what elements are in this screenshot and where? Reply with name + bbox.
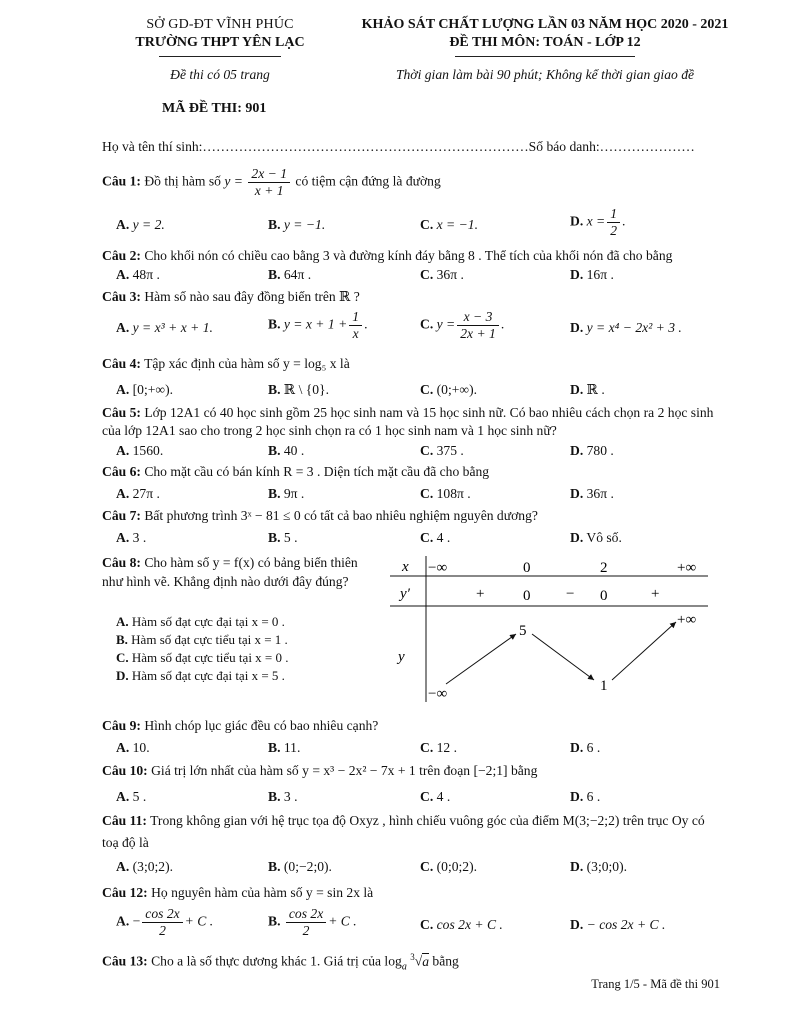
question-5 — [102, 404, 724, 440]
option-text: y = −1. — [283, 217, 326, 232]
question-4 — [102, 355, 724, 373]
option-key: B. — [116, 631, 128, 647]
fraction — [248, 166, 290, 198]
question-2 — [102, 247, 724, 265]
option-text: 4 . — [436, 789, 451, 804]
option-d — [570, 381, 605, 399]
option-d — [570, 485, 614, 503]
y-value-min: 1 — [600, 678, 608, 694]
fraction — [286, 906, 326, 938]
radicand: a — [422, 953, 429, 969]
question-text: Trong không gian với hệ trục tọa độ Oxyz , hình chiếu vuông góc của điểm M(3;−2;2) trên trục Oy có toạ độ là — [102, 813, 705, 850]
option-a — [116, 739, 150, 757]
option-key: C. — [420, 530, 434, 545]
variation-table — [390, 556, 712, 706]
option-a — [116, 613, 376, 631]
options-q11 — [102, 858, 724, 880]
option-c — [420, 266, 464, 284]
y-value-max: 5 — [519, 623, 527, 639]
fraction-denominator: x + 1 — [254, 182, 284, 198]
option-b — [116, 631, 376, 649]
options-q6 — [102, 485, 724, 507]
option-text: (0;+∞). — [436, 382, 478, 397]
option-key: D. — [570, 213, 584, 229]
options-q12 — [102, 906, 724, 938]
option-c — [420, 485, 471, 503]
option-a — [116, 381, 173, 399]
question-label: Câu 2: — [102, 248, 141, 263]
option-d — [570, 529, 622, 547]
fraction-numerator: cos 2x — [286, 906, 326, 923]
fraction-denominator: 2 — [302, 922, 310, 938]
option-b — [268, 739, 300, 757]
option-b — [268, 266, 311, 284]
option-key: C. — [420, 217, 434, 232]
option-key: B. — [268, 740, 281, 755]
option-text: [0;+∞). — [132, 382, 174, 397]
option-d — [570, 442, 614, 460]
option-key: C. — [420, 486, 434, 501]
option-b — [268, 529, 297, 547]
options-q5 — [102, 442, 724, 464]
option-key: D. — [570, 530, 584, 545]
option-key: B. — [268, 859, 281, 874]
option-text: y = 2. — [132, 217, 165, 232]
option-key: B. — [268, 316, 281, 332]
x-value-0: 0 — [523, 560, 531, 576]
question-text: Giá trị lớn nhất của hàm số y = x³ − 2x² − 7x + 1 trên đoạn [−2;1] bằng — [151, 763, 538, 778]
option-a — [116, 216, 165, 234]
options-q3 — [102, 309, 724, 341]
option-text: Hàm số đạt cực tiểu tại x = 1 . — [131, 631, 288, 647]
option-text: 3 . — [132, 530, 147, 545]
question-text: Hình chóp lục giác đều có bao nhiêu cạnh? — [144, 718, 379, 733]
option-d — [116, 667, 376, 685]
option-key: B. — [268, 267, 281, 282]
option-a — [116, 858, 173, 876]
question-text: Hàm số nào sau đây đồng biến trên ℝ ? — [144, 289, 360, 304]
option-b — [268, 858, 332, 876]
option-text: 6 . — [586, 789, 601, 804]
option-c — [420, 442, 464, 460]
option-text: Hàm số đạt cực đại tại x = 0 . — [131, 614, 285, 629]
sign-plus-2: + — [651, 586, 660, 602]
option-key: D. — [570, 789, 584, 804]
option-text: + C . — [328, 913, 357, 929]
question-10 — [102, 762, 724, 780]
option-a — [116, 788, 146, 806]
option-key: C. — [420, 859, 434, 874]
sign-minus: − — [566, 586, 575, 602]
option-key: B. — [268, 382, 281, 397]
option-b — [268, 216, 325, 234]
option-key: A. — [116, 382, 130, 397]
option-key: A. — [116, 614, 129, 629]
option-key: A. — [116, 217, 130, 232]
options-q8 — [116, 613, 376, 685]
option-b — [268, 906, 357, 938]
question-text: Cho hàm số y = f(x) có bảng biến thiên như hình vẽ. Khẳng định nào dưới đây đúng? — [102, 555, 358, 590]
option-text: 3 . — [283, 789, 298, 804]
x-value-pos-inf: +∞ — [677, 560, 697, 576]
option-a — [116, 485, 160, 503]
option-key: D. — [570, 740, 584, 755]
fraction-denominator: x — [352, 325, 359, 341]
question-text: Bất phương trình 3ˣ − 81 ≤ 0 có tất cả bao nhiêu nghiệm nguyên dương? — [144, 508, 538, 523]
question-text: Cho mặt cầu có bán kính R = 3 . Diện tích mặt cầu đã cho bằng — [144, 464, 490, 479]
question-text: Cho a là số thực dương khác 1. Giá trị của log — [151, 953, 402, 969]
option-text: 40 . — [283, 443, 305, 458]
option-text: x = — [586, 213, 606, 229]
student-info-line: Họ và tên thí sinh:………………………………………………………………Số báo danh:………………… — [102, 139, 695, 154]
option-key: D. — [570, 486, 584, 501]
question-label: Câu 13: — [102, 953, 148, 969]
option-b — [268, 485, 304, 503]
department-name: SỞ GD-ĐT VĨNH PHÚC — [146, 17, 294, 32]
option-key: C. — [420, 382, 434, 397]
fraction-denominator: 2 — [159, 922, 166, 938]
option-key: D. — [570, 320, 584, 335]
question-label: Câu 6: — [102, 464, 141, 479]
fraction — [607, 206, 620, 238]
option-text: 1560. — [132, 443, 164, 458]
option-text: 6 . — [586, 740, 601, 755]
option-text: 375 . — [436, 443, 464, 458]
option-key: C. — [420, 443, 434, 458]
option-c — [420, 739, 457, 757]
option-key: A. — [116, 443, 130, 458]
option-text: y = x³ + x + 1. — [132, 320, 213, 335]
log-base: a — [401, 961, 407, 973]
exam-code: MÃ ĐỀ THI: 901 — [162, 101, 267, 116]
option-text: 5 . — [132, 789, 147, 804]
option-b — [268, 788, 297, 806]
option-c — [420, 529, 450, 547]
option-text: 64π . — [283, 267, 312, 282]
option-d — [570, 266, 614, 284]
option-text: ℝ . — [586, 382, 605, 397]
question-label: Câu 12: — [102, 885, 148, 900]
options-q9 — [102, 739, 724, 761]
option-key: A. — [116, 267, 130, 282]
option-text: y = x⁴ − 2x² + 3 . — [586, 320, 682, 335]
option-text: y = x + 1 + — [283, 316, 348, 332]
fraction — [142, 906, 182, 938]
option-a — [116, 529, 146, 547]
question-label: Câu 5: — [102, 405, 141, 420]
question-label: Câu 7: — [102, 508, 141, 523]
sign-zero-2: 0 — [600, 588, 608, 604]
pages-note: Đề thi có 05 trang — [170, 67, 270, 82]
option-text: y = — [436, 316, 456, 332]
option-text: 16π . — [586, 267, 614, 282]
question-label: Câu 10: — [102, 763, 148, 778]
option-c — [420, 216, 478, 234]
option-text: ℝ \ {0}. — [283, 382, 329, 397]
option-key: B. — [268, 486, 281, 501]
question-text: Tập xác định của hàm số y = log₅ x là — [144, 356, 350, 371]
page-footer: Trang 1/5 - Mã đề thi 901 — [591, 977, 720, 991]
yprime-label: y′ — [400, 586, 410, 602]
question-13 — [102, 952, 724, 973]
option-text: cos 2x + C . — [436, 917, 503, 932]
question-3 — [102, 288, 724, 306]
y-value-neg-inf: −∞ — [428, 686, 448, 702]
question-label: Câu 1: — [102, 173, 141, 189]
fraction — [349, 309, 362, 341]
option-text: Hàm số đạt cực đại tại x = 5 . — [131, 667, 285, 683]
option-key: C. — [420, 917, 434, 932]
option-d — [570, 319, 682, 337]
sign-plus-1: + — [476, 586, 485, 602]
option-text: Vô số. — [586, 530, 622, 545]
y-label: y — [398, 649, 405, 665]
question-text-end: có tiệm cận đứng là đường — [295, 173, 441, 189]
question-text: Cho khối nón có chiều cao bằng 3 và đường kính đáy bằng 8 . Thể tích của khối nón đã cho bằng — [144, 248, 673, 263]
option-key: D. — [570, 382, 584, 397]
option-key: D. — [570, 859, 584, 874]
exam-subject: ĐỀ THI MÔN: TOÁN - LỚP 12 — [449, 35, 641, 51]
y-value-pos-inf: +∞ — [677, 612, 697, 628]
option-key: C. — [420, 267, 434, 282]
arrow-decrease — [532, 634, 594, 680]
question-9 — [102, 717, 724, 735]
fraction-numerator: 1 — [349, 309, 362, 326]
options-q10 — [102, 788, 724, 810]
option-b — [268, 442, 304, 460]
x-value-2: 2 — [600, 560, 608, 576]
question-12 — [102, 884, 724, 902]
option-key: C. — [116, 649, 129, 665]
question-text-end: bằng — [432, 953, 459, 969]
question-label: Câu 9: — [102, 718, 141, 733]
option-a: A. − $\frac{\cos 2x}{2}$ + C . — [116, 906, 214, 938]
option-key: C. — [420, 789, 434, 804]
question-1 — [102, 166, 724, 198]
option-a — [116, 266, 160, 284]
option-text: 36π . — [436, 267, 464, 282]
option-text: 27π . — [132, 486, 160, 501]
option-text: 36π . — [586, 486, 614, 501]
option-key: D. — [116, 667, 129, 683]
options-q2 — [102, 266, 724, 288]
option-text: − cos 2x + C . — [586, 917, 666, 932]
option-text: (0;−2;0). — [283, 859, 332, 874]
option-key: C. — [420, 316, 434, 332]
option-text: x = −1. — [436, 217, 478, 232]
option-key: B. — [268, 530, 281, 545]
arrow-increase-2 — [612, 622, 676, 680]
option-c — [420, 381, 477, 399]
options-q4 — [102, 381, 724, 403]
option-key: A. — [116, 740, 130, 755]
option-key: D. — [570, 917, 584, 932]
option-key: B. — [268, 789, 281, 804]
option-d: D. x = $\frac{1}{2}$ . — [570, 206, 626, 238]
header-left-rule — [159, 56, 281, 57]
root-sign: √ — [414, 953, 423, 969]
question-8 — [102, 553, 364, 592]
time-note: Thời gian làm bài 90 phút; Không kể thời gian giao đề — [395, 67, 695, 82]
option-text: + C . — [184, 913, 214, 929]
fraction-denominator: 2 — [610, 222, 618, 238]
option-key: A. — [116, 789, 130, 804]
option-text: 12 . — [436, 740, 458, 755]
option-a — [116, 442, 163, 460]
question-7 — [102, 507, 724, 525]
question-text: Đồ thị hàm số — [144, 173, 221, 189]
option-c — [420, 858, 477, 876]
option-b: B. y = x + 1 + $\frac{1}{x}$ . — [268, 309, 368, 341]
option-key: B. — [268, 443, 281, 458]
option-text: 10. — [132, 740, 150, 755]
option-key: C. — [420, 740, 434, 755]
option-key: D. — [570, 267, 584, 282]
option-text: 108π . — [436, 486, 471, 501]
question-label: Câu 3: — [102, 289, 141, 304]
options-q1 — [102, 206, 724, 238]
header-left — [100, 16, 340, 57]
option-key: B. — [268, 217, 281, 232]
option-c — [420, 916, 503, 934]
option-text: 9π . — [283, 486, 305, 501]
question-6 — [102, 463, 724, 481]
fraction-numerator: 2x − 1 — [248, 166, 290, 183]
school-name: TRƯỜNG THPT YÊN LẠC — [135, 35, 305, 51]
x-label: x — [402, 559, 409, 575]
option-text: (3;0;0). — [586, 859, 628, 874]
options-q7 — [102, 529, 724, 551]
question-text: Họ nguyên hàm của hàm số y = sin 2x là — [151, 885, 374, 900]
option-text: (3;0;2). — [132, 859, 174, 874]
option-text: 780 . — [586, 443, 614, 458]
question-text: Lớp 12A1 có 40 học sinh gồm 25 học sinh nam và 15 học sinh nữ. Có bao nhiêu cách chọn ra 2 học sinh của lớp 12A1 sao cho trong 2 học sinh chọn ra có 1 học sinh nam và 1 học sinh nữ? — [102, 405, 714, 438]
header-right — [345, 16, 745, 57]
question-label: Câu 8: — [102, 555, 141, 570]
option-key: D. — [570, 443, 584, 458]
option-key: A. — [116, 320, 130, 335]
fraction — [457, 309, 499, 341]
option-a — [116, 319, 213, 337]
fraction-numerator: cos 2x — [142, 906, 182, 923]
sign-zero-1: 0 — [523, 588, 531, 604]
exam-title: KHẢO SÁT CHẤT LƯỢNG LẦN 03 NĂM HỌC 2020 - 2021 — [361, 17, 729, 32]
arrow-increase-1 — [446, 634, 516, 684]
option-key: A. — [116, 530, 130, 545]
question-label: Câu 11: — [102, 813, 147, 828]
option-b — [268, 381, 329, 399]
option-c: C. y = $\frac{x - 3}{2x + 1}$ . — [420, 309, 505, 341]
header-right-rule — [455, 56, 635, 57]
root-index: 3 — [410, 952, 415, 962]
option-key: A. — [116, 913, 130, 929]
formula-lhs: y = — [224, 173, 243, 189]
fraction-denominator: 2x + 1 — [460, 325, 496, 341]
option-d — [570, 916, 665, 934]
option-key: A. — [116, 486, 130, 501]
option-text: 11. — [283, 740, 301, 755]
option-d — [570, 858, 627, 876]
option-text: (0;0;2). — [436, 859, 478, 874]
option-c — [116, 649, 376, 667]
question-label: Câu 4: — [102, 356, 141, 371]
fraction-numerator: 1 — [607, 206, 620, 223]
option-text: 4 . — [436, 530, 451, 545]
option-d — [570, 788, 600, 806]
option-d — [570, 739, 600, 757]
x-value-neg-inf: −∞ — [428, 560, 448, 576]
option-text: 5 . — [283, 530, 298, 545]
option-key: B. — [268, 913, 281, 929]
option-c — [420, 788, 450, 806]
option-key: A. — [116, 859, 130, 874]
fraction-numerator: x − 3 — [457, 309, 499, 326]
option-text: Hàm số đạt cực tiểu tại x = 0 . — [131, 649, 289, 665]
question-11 — [102, 810, 724, 854]
option-text: 48π . — [132, 267, 160, 282]
